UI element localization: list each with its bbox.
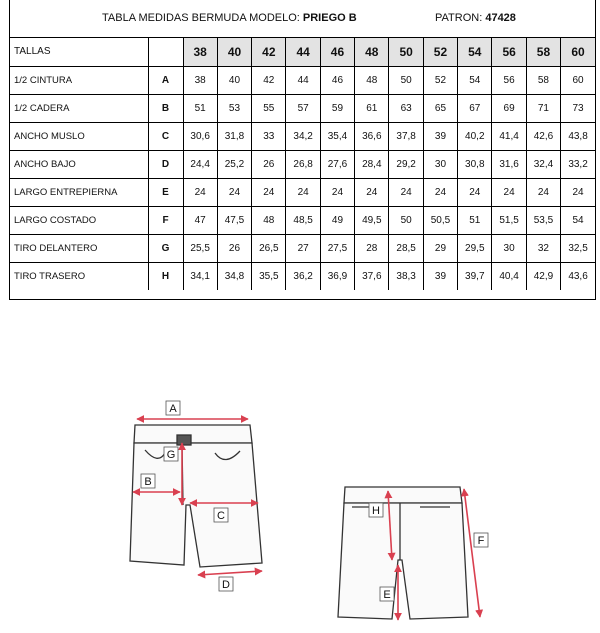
measure-value: 43,6 [561,262,595,290]
measure-value: 39,7 [458,262,492,290]
measure-value: 63 [389,94,423,122]
shorts-diagram-svg [0,395,600,633]
measure-value: 39 [423,122,457,150]
measure-value: 51,5 [492,206,526,234]
measure-value: 73 [561,94,595,122]
measure-value: 25,5 [183,234,217,262]
measure-value: 42,9 [526,262,560,290]
measure-value: 61 [355,94,389,122]
table-row [10,94,595,122]
label-g: G [166,449,176,461]
measure-code: D [148,150,183,178]
measure-value: 24 [183,178,217,206]
table-row [10,122,595,150]
measure-value: 24,4 [183,150,217,178]
measure-value: 30,8 [458,150,492,178]
chart-title [102,12,357,24]
measure-value: 30 [423,150,457,178]
measure-value: 48 [252,206,286,234]
size-chart-sheet [9,0,596,300]
size-table [10,38,595,290]
measure-name: 1/2 CADERA [10,94,148,122]
measure-value: 26 [252,150,286,178]
measure-value: 30,6 [183,122,217,150]
measure-name: 1/2 CINTURA [10,66,148,94]
measure-value: 32,5 [561,234,595,262]
table-row [10,66,595,94]
measure-value: 26,8 [286,150,320,178]
measure-code: C [148,122,183,150]
measure-value: 40,4 [492,262,526,290]
measure-value: 34,2 [286,122,320,150]
measure-value: 47 [183,206,217,234]
measure-value: 43,8 [561,122,595,150]
measure-value: 50,5 [423,206,457,234]
measure-value: 36,9 [320,262,354,290]
measure-value: 53 [217,94,251,122]
measure-value: 36,6 [355,122,389,150]
measure-value: 42 [252,66,286,94]
size-header-cell: 54 [458,38,492,66]
measure-value: 30 [492,234,526,262]
measure-value: 54 [561,206,595,234]
measure-name: LARGO ENTREPIERNA [10,178,148,206]
measure-value: 38,3 [389,262,423,290]
measure-code: A [148,66,183,94]
size-header-row [10,38,595,66]
measure-value: 24 [252,178,286,206]
measure-value: 27 [286,234,320,262]
measure-value: 58 [526,66,560,94]
measure-value: 35,5 [252,262,286,290]
measure-value: 41,4 [492,122,526,150]
measure-value: 69 [492,94,526,122]
measure-value: 29,2 [389,150,423,178]
measure-value: 65 [423,94,457,122]
measure-value: 46 [320,66,354,94]
measure-name: LARGO COSTADO [10,206,148,234]
size-header-cell: 50 [389,38,423,66]
measure-value: 48,5 [286,206,320,234]
measure-value: 27,5 [320,234,354,262]
measure-value: 36,2 [286,262,320,290]
measure-value: 40,2 [458,122,492,150]
measure-value: 56 [492,66,526,94]
size-header-cell: 38 [183,38,217,66]
size-header-cell: 56 [492,38,526,66]
back-shorts-drawing [338,487,468,619]
label-e: E [383,589,391,601]
measure-value: 57 [286,94,320,122]
label-f: F [477,535,485,547]
front-button [177,435,191,445]
label-b: B [144,476,152,488]
measurement-diagrams [0,395,600,633]
measure-code: G [148,234,183,262]
arrow-d [198,571,262,575]
title-prefix: TABLA MEDIDAS BERMUDA MODELO: [102,12,300,24]
measure-value: 37,8 [389,122,423,150]
front-shorts-drawing [130,425,262,567]
measure-value: 26 [217,234,251,262]
measure-value: 24 [355,178,389,206]
measure-value: 29 [423,234,457,262]
measure-value: 28 [355,234,389,262]
measure-value: 35,4 [320,122,354,150]
measure-value: 51 [183,94,217,122]
measure-value: 49,5 [355,206,389,234]
measure-value: 67 [458,94,492,122]
measure-value: 55 [252,94,286,122]
measure-value: 50 [389,66,423,94]
patron-number: 47428 [485,12,516,24]
measure-code: E [148,178,183,206]
measure-value: 52 [423,66,457,94]
sizes-header-label: TALLAS [10,38,148,66]
measure-value: 53,5 [526,206,560,234]
measure-value: 27,6 [320,150,354,178]
measure-value: 40 [217,66,251,94]
measure-value: 50 [389,206,423,234]
back-body [338,503,468,619]
measure-value: 34,8 [217,262,251,290]
measure-code: B [148,94,183,122]
size-header-cell: 46 [320,38,354,66]
table-row [10,150,595,178]
measure-value: 38 [183,66,217,94]
measure-value: 48 [355,66,389,94]
measure-value: 42,6 [526,122,560,150]
measure-value: 24 [492,178,526,206]
code-header-cell [148,38,183,66]
table-row [10,178,595,206]
size-header-cell: 48 [355,38,389,66]
table-row [10,206,595,234]
size-header-cell: 58 [526,38,560,66]
measure-value: 25,2 [217,150,251,178]
size-header-cell: 40 [217,38,251,66]
patron-label: PATRON: [435,12,483,24]
patron-label-group [435,12,516,24]
measure-value: 29,5 [458,234,492,262]
measure-value: 24 [561,178,595,206]
size-header-cell: 52 [423,38,457,66]
back-waistband [344,487,462,503]
measure-value: 24 [286,178,320,206]
measure-value: 47,5 [217,206,251,234]
measure-value: 24 [423,178,457,206]
table-row [10,234,595,262]
measure-value: 24 [389,178,423,206]
label-d: D [222,579,230,591]
measure-value: 54 [458,66,492,94]
size-header-cell: 42 [252,38,286,66]
measure-value: 31,6 [492,150,526,178]
title-row [10,0,595,38]
measure-value: 39 [423,262,457,290]
measure-value: 31,8 [217,122,251,150]
measure-value: 32 [526,234,560,262]
model-name: PRIEGO B [302,12,357,24]
label-a: A [169,403,177,415]
table-row [10,262,595,290]
measure-value: 44 [286,66,320,94]
measure-value: 28,4 [355,150,389,178]
measure-value: 33 [252,122,286,150]
measure-value: 34,1 [183,262,217,290]
measure-name: ANCHO BAJO [10,150,148,178]
measure-value: 49 [320,206,354,234]
measure-code: F [148,206,183,234]
front-body [130,443,262,567]
measure-value: 33,2 [561,150,595,178]
measure-value: 51 [458,206,492,234]
measure-name: ANCHO MUSLO [10,122,148,150]
measure-value: 24 [458,178,492,206]
size-header-cell: 44 [286,38,320,66]
label-h: H [372,505,380,517]
measure-value: 24 [217,178,251,206]
measure-name: TIRO DELANTERO [10,234,148,262]
measure-name: TIRO TRASERO [10,262,148,290]
label-c: C [217,510,225,522]
measure-value: 24 [320,178,354,206]
measure-value: 24 [526,178,560,206]
measure-value: 60 [561,66,595,94]
size-header-cell: 60 [561,38,595,66]
measure-value: 32,4 [526,150,560,178]
measure-value: 37,6 [355,262,389,290]
measure-value: 26,5 [252,234,286,262]
measure-value: 71 [526,94,560,122]
measure-value: 28,5 [389,234,423,262]
measure-value: 59 [320,94,354,122]
measure-code: H [148,262,183,290]
front-waistband [134,425,252,443]
